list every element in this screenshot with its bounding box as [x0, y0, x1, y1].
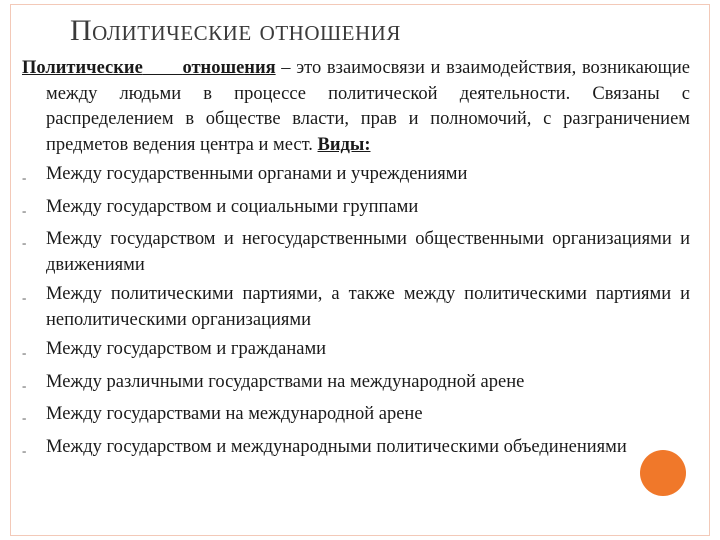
slide-content [22, 56, 690, 463]
list-item-text: Между государствами на международной арене [46, 404, 423, 424]
list-item [22, 435, 690, 464]
dash-bullet: - [22, 170, 27, 185]
types-list [22, 162, 690, 463]
list-item-text: Между государством и гражданами [46, 339, 327, 359]
dash-bullet: - [22, 442, 27, 458]
dash-bullet: - [22, 202, 27, 218]
list-item-text: Между государством и негосударственными общественными организациями и движениями [46, 229, 690, 275]
list-item [22, 195, 690, 224]
list-item [22, 282, 690, 333]
slide-title: Политические отношения [70, 14, 401, 47]
types-label: Виды: [317, 134, 371, 155]
list-item-text: Между государством и социальными группами [46, 196, 419, 217]
list-item [22, 162, 690, 191]
decorative-orange-circle [640, 450, 686, 496]
dash-bullet: - [22, 290, 27, 305]
list-item-text: Между различными государствами на международной арене [46, 371, 525, 392]
list-item-text: Между государственными органами и учреждениями [46, 164, 468, 184]
dash-bullet: - [22, 410, 27, 425]
definition-paragraph [22, 56, 690, 158]
term-space [143, 58, 183, 78]
definition-text: – это взаимосвязи и взаимодействия, возникающие между людьми в процессе политической деятельности. Связаны с распределением в обществе власти, прав и полномочий, с разграничением предметов ведения центра и мест. [46, 58, 691, 155]
term-word-2: отношения [182, 58, 276, 78]
dash-bullet: - [22, 377, 27, 393]
list-item [22, 337, 690, 366]
list-item [22, 227, 690, 278]
list-item-text: Между государством и международными политическими объединениями [46, 436, 627, 457]
dash-bullet: - [22, 345, 27, 360]
term-word-1: Политические [22, 58, 143, 78]
list-item [22, 370, 690, 399]
list-item-text: Между политическими партиями, а также между политическими партиями и неполитическими организациями [46, 284, 690, 330]
list-item [22, 402, 690, 431]
dash-bullet: - [22, 235, 27, 250]
